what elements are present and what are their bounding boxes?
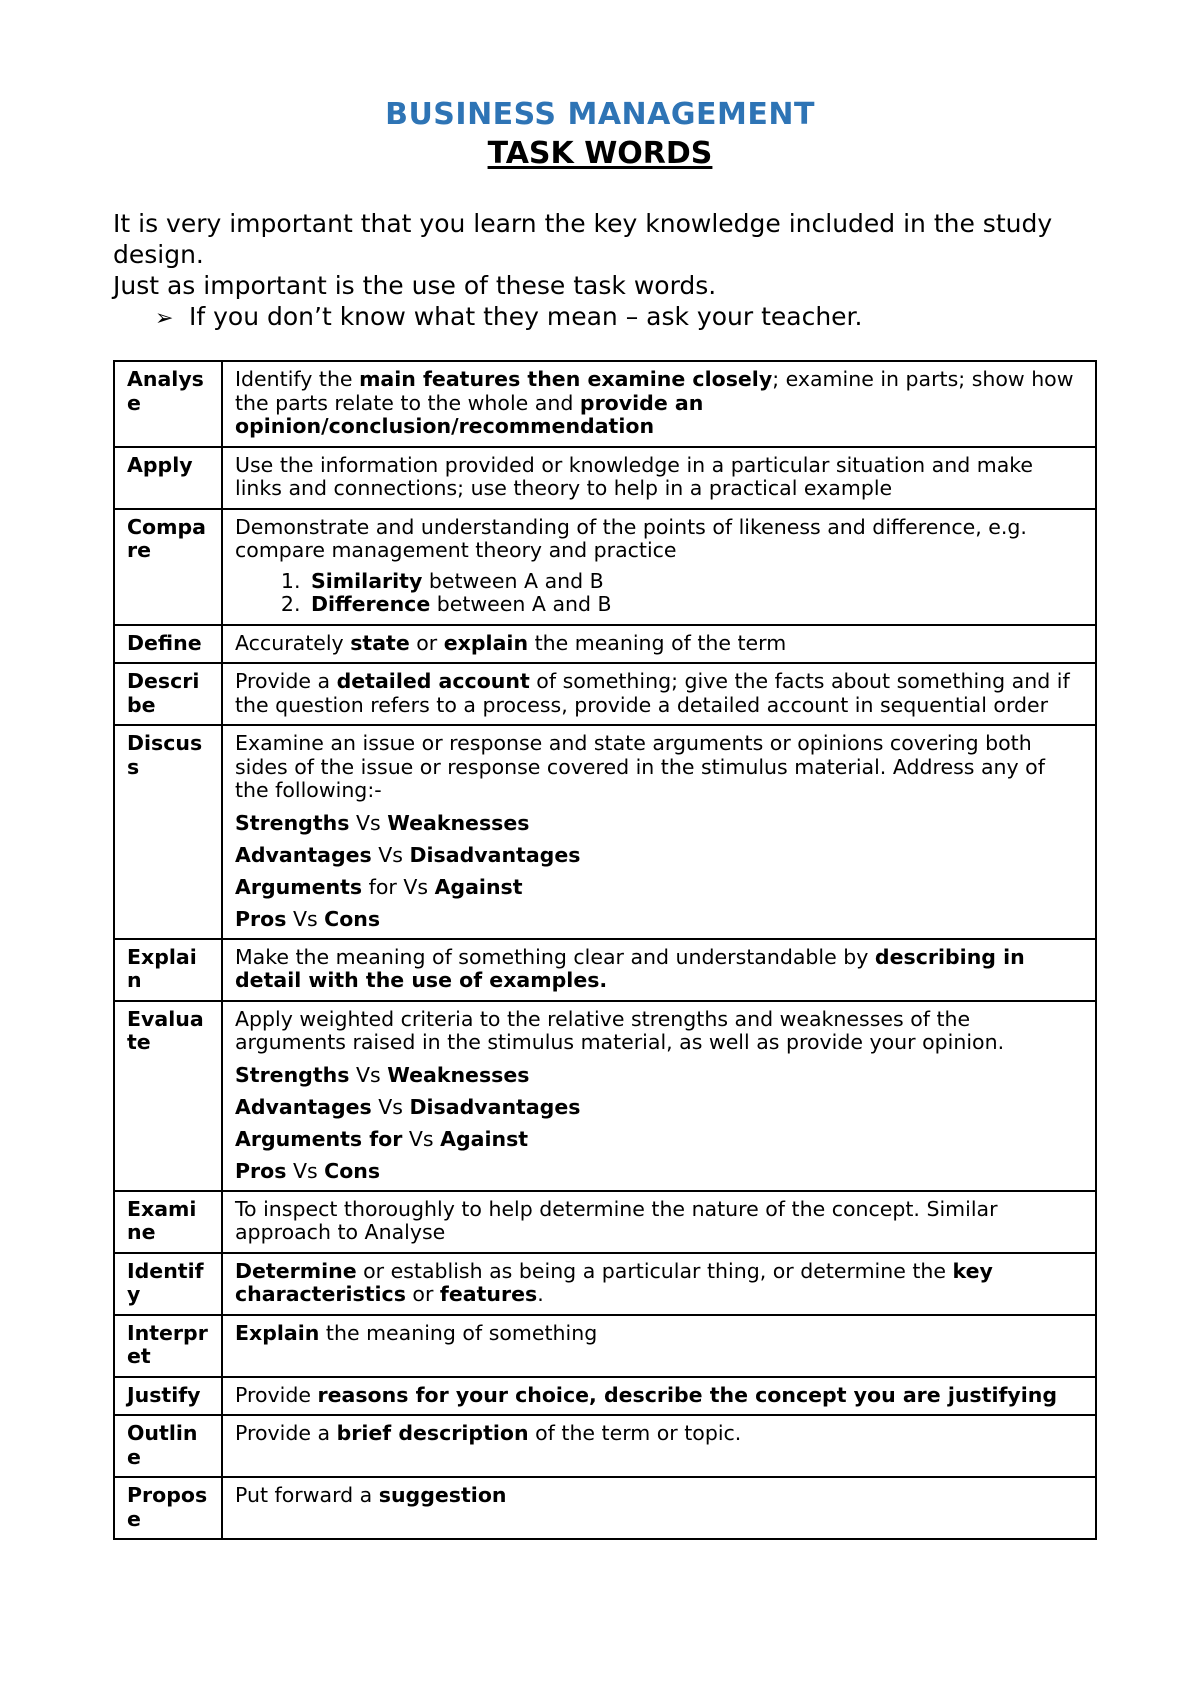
definition-text: the meaning of something: [319, 1320, 598, 1345]
definition-emphasis: Strengths: [235, 1062, 350, 1087]
definition-text: Vs: [349, 1062, 388, 1087]
task-word: Identify: [114, 1253, 222, 1315]
table-row: [114, 361, 1096, 447]
task-definition: [222, 361, 1096, 447]
task-definition: [222, 625, 1096, 664]
task-word: Analyse: [114, 361, 222, 447]
task-definition: [222, 1377, 1096, 1416]
definition-emphasis: suggestion: [378, 1483, 507, 1507]
comparison-pair: [235, 1127, 1085, 1151]
definition-text: Vs: [402, 1126, 441, 1151]
definition-emphasis: features: [439, 1282, 538, 1306]
definition-text: Vs: [349, 810, 388, 835]
task-word: Describe: [114, 663, 222, 725]
task-word: Explain: [114, 939, 222, 1001]
definition-emphasis: Pros: [235, 1158, 287, 1183]
comparison-pair: [235, 907, 1085, 931]
definition-emphasis: Similarity: [311, 568, 423, 593]
table-row: [114, 447, 1096, 509]
comparison-pair: [235, 1159, 1085, 1183]
table-row: [114, 725, 1096, 939]
task-word: Apply: [114, 447, 222, 509]
definition-text: or establish as being a particular thing, or determine the: [356, 1258, 953, 1283]
task-definition: To inspect thoroughly to help determine the nature of the concept. Similar approach to Analyse: [222, 1191, 1096, 1253]
definition-emphasis: key characteristics: [235, 1258, 993, 1306]
task-word: Interpret: [114, 1315, 222, 1377]
definition-text: Accurately: [235, 630, 351, 655]
document-subtitle: TASK WORDS: [487, 136, 713, 171]
definition-emphasis: describing in detail with the use of examples.: [235, 944, 1025, 992]
intro-bullet: [113, 301, 1093, 334]
definition-emphasis: state: [350, 630, 410, 655]
definition-text: Examine an issue or response and state arguments or opinions covering both sides of the issue or response covered in the stimulus material. Address any of the following:-: [235, 731, 1045, 802]
table-row: [114, 663, 1096, 725]
table-row: [114, 1253, 1096, 1315]
list-item: [307, 570, 1085, 594]
definition-text: of the term or topic.: [528, 1421, 742, 1445]
task-definition: [222, 1477, 1096, 1539]
definition-text: Put forward a: [235, 1483, 379, 1507]
definition-text: .: [537, 1282, 544, 1306]
numbered-list: [235, 570, 1085, 617]
definition-emphasis: Determine: [235, 1258, 357, 1283]
definition-emphasis: reasons for your choice, describe the concept you are justifying: [317, 1382, 1058, 1407]
definition-emphasis: Pros: [235, 906, 287, 931]
definition-emphasis: detailed account: [336, 669, 530, 693]
table-row: [114, 1001, 1096, 1191]
definition-text: Provide a: [235, 669, 337, 693]
task-definition: [222, 725, 1096, 939]
task-definition: [222, 663, 1096, 725]
task-word: Justify: [114, 1377, 222, 1416]
task-word: Examine: [114, 1191, 222, 1253]
task-word: Define: [114, 625, 222, 664]
document-title: BUSINESS MANAGEMENT: [385, 97, 815, 132]
task-word: Compare: [114, 509, 222, 625]
definition-text: Make the meaning of something clear and understandable by: [235, 944, 875, 969]
table-row: [114, 939, 1096, 1001]
definition-emphasis: Difference: [311, 592, 431, 616]
definition-emphasis: Cons: [324, 906, 381, 931]
definition-text: the meaning of the term: [528, 630, 787, 655]
comparison-pair: [235, 875, 1085, 899]
definition-emphasis: main features then examine closely: [359, 367, 773, 391]
definition-text: Identify the: [235, 367, 360, 391]
task-definition: [222, 1253, 1096, 1315]
definition-text: Provide: [235, 1382, 318, 1407]
intro-line-1: It is very important that you learn the key knowledge included in the study design.: [113, 209, 1053, 269]
definition-emphasis: Cons: [324, 1158, 381, 1183]
table-row: [114, 1477, 1096, 1539]
definition-text: Vs: [371, 842, 410, 867]
definition-text: or: [409, 630, 444, 655]
task-definition: [222, 1001, 1096, 1191]
definition-emphasis: Strengths: [235, 810, 350, 835]
definition-emphasis: Against: [440, 1126, 529, 1151]
definition-text: between A and B: [422, 568, 604, 593]
task-definition: [222, 509, 1096, 625]
task-definition: [222, 1415, 1096, 1477]
task-definition: Use the information provided or knowledge in a particular situation and make links and connections; use theory to help in a practical example: [222, 447, 1096, 509]
definition-emphasis: Disadvantages: [409, 842, 581, 867]
table-row: [114, 1315, 1096, 1377]
comparison-pair: [235, 843, 1085, 867]
table-row: [114, 625, 1096, 664]
comparison-pair: [235, 811, 1085, 835]
definition-emphasis: Arguments: [235, 874, 363, 899]
table-row: [114, 1377, 1096, 1416]
definition-emphasis: Advantages: [235, 1094, 372, 1119]
task-definition: [222, 1315, 1096, 1377]
definition-emphasis: Disadvantages: [409, 1094, 581, 1119]
table-row: [114, 1191, 1096, 1253]
definition-text: Vs: [286, 906, 325, 931]
arrow-bullet-icon: ➢: [155, 306, 174, 331]
intro-line-2: Just as important is the use of these task words.: [113, 271, 717, 300]
definition-emphasis: Explain: [235, 1320, 320, 1345]
definition-text: Vs: [286, 1158, 325, 1183]
comparison-pair: [235, 1063, 1085, 1087]
definition-text: or: [405, 1282, 440, 1306]
intro-section: [113, 208, 1093, 334]
task-word: Discuss: [114, 725, 222, 939]
definition-text: for Vs: [362, 874, 435, 899]
task-word: Outline: [114, 1415, 222, 1477]
definition-text: Vs: [371, 1094, 410, 1119]
definition-text: Provide a: [235, 1421, 337, 1445]
table-row: [114, 509, 1096, 625]
table-row: [114, 1415, 1096, 1477]
definition-text: Demonstrate and understanding of the points of likeness and difference, e.g. compare management theory and practice: [235, 514, 1027, 562]
definition-text: ; examine in parts; show how the parts relate to the whole and: [235, 367, 1074, 415]
comparison-pair: [235, 1095, 1085, 1119]
definition-text: of something; give the facts about something and if the question refers to a process, provide a detailed account in sequential order: [235, 669, 1070, 717]
definition-emphasis: Weaknesses: [387, 810, 530, 835]
definition-text: Apply weighted criteria to the relative strengths and weaknesses of the arguments raised in the stimulus material, as well as provide your opinion.: [235, 1006, 1005, 1054]
definition-text: between A and B: [430, 592, 612, 616]
task-words-table: [113, 360, 1097, 1540]
definition-emphasis: provide an opinion/conclusion/recommendation: [235, 390, 704, 438]
definition-emphasis: explain: [443, 630, 529, 655]
definition-emphasis: Against: [434, 874, 523, 899]
intro-bullet-text: If you don’t know what they mean – ask your teacher.: [189, 302, 863, 331]
definition-emphasis: brief description: [336, 1421, 529, 1445]
task-word: Evaluate: [114, 1001, 222, 1191]
definition-emphasis: Arguments for: [235, 1126, 403, 1151]
list-item: [307, 593, 1085, 617]
definition-emphasis: Advantages: [235, 842, 372, 867]
task-definition: [222, 939, 1096, 1001]
task-word: Propose: [114, 1477, 222, 1539]
definition-emphasis: Weaknesses: [387, 1062, 530, 1087]
